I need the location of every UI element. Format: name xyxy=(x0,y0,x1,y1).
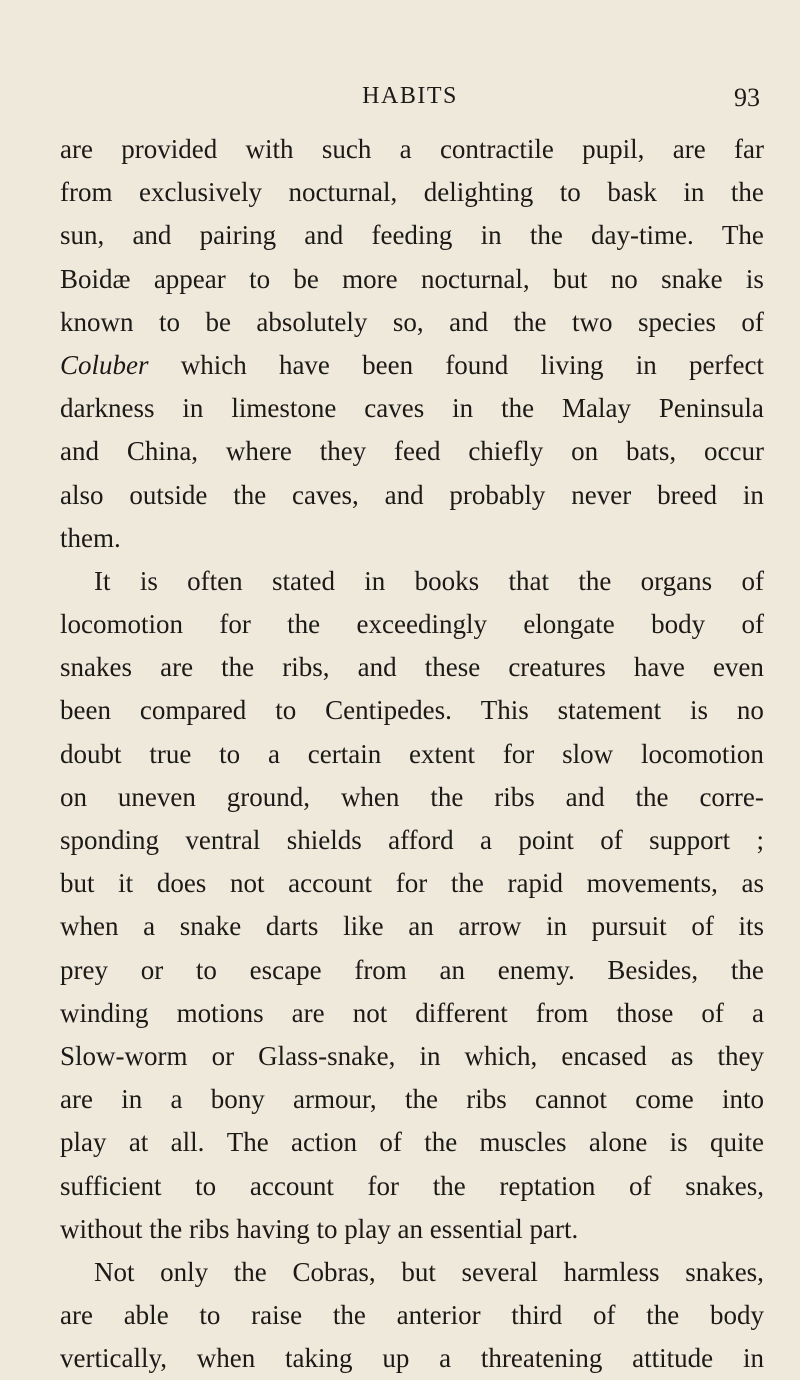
text-line: darkness in limestone caves in the Malay Peninsula xyxy=(60,393,764,424)
text-line: are able to raise the anterior third of the body xyxy=(60,1300,764,1331)
text-line: sponding ventral shields afford a point of support ; xyxy=(60,825,764,855)
text-line: known to be absolutely so, and the two species of xyxy=(60,306,764,337)
text-line: It is often stated in books that the organs of xyxy=(94,565,764,596)
text-line: locomotion for the exceedingly elongate body of xyxy=(60,609,764,640)
text-line: snakes are the ribs, and these creatures have even xyxy=(60,652,764,683)
body-text xyxy=(60,128,764,1380)
text-line: been compared to Centipedes. This statement is no xyxy=(60,695,764,726)
text-line: them. xyxy=(60,522,121,553)
page-number: 93 xyxy=(734,83,760,112)
text-line: Not only the Cobras, but several harmless snakes, xyxy=(94,1256,764,1287)
text-line: and China, where they feed chiefly on bats, occur xyxy=(60,436,764,467)
text-line: doubt true to a certain extent for slow locomotion xyxy=(60,738,764,769)
text-line: prey or to escape from an enemy. Besides, the xyxy=(60,954,764,985)
text-line: sufficient to account for the reptation of snakes, xyxy=(60,1170,764,1201)
text-line: winding motions are not different from those of a xyxy=(60,997,764,1028)
text-line: on uneven ground, when the ribs and the corre- xyxy=(60,781,764,812)
text-line: Coluber which have been found living in perfect xyxy=(60,349,764,380)
running-head: HABITS xyxy=(362,83,458,109)
text-line: without the ribs having to play an essential part. xyxy=(60,1213,579,1244)
text-line: are in a bony armour, the ribs cannot come into xyxy=(60,1084,764,1115)
text-line: also outside the caves, and probably never breed in xyxy=(60,479,764,510)
text-line: from exclusively nocturnal, delighting to bask in the xyxy=(60,177,764,208)
text-line: but it does not account for the rapid movements, as xyxy=(60,868,764,899)
text-line: play at all. The action of the muscles alone is quite xyxy=(60,1127,764,1158)
text-line: Boidæ appear to be more nocturnal, but no snake is xyxy=(60,263,764,294)
page-header xyxy=(60,83,760,119)
text-line: vertically, when taking up a threatening attitude in xyxy=(60,1343,764,1374)
text-line: when a snake darts like an arrow in pursuit of its xyxy=(60,911,764,942)
text-line: sun, and pairing and feeding in the day-time. The xyxy=(60,220,764,251)
text-line: Slow-worm or Glass-snake, in which, encased as they xyxy=(60,1040,764,1071)
text-line: are provided with such a contractile pupil, are far xyxy=(60,134,764,164)
